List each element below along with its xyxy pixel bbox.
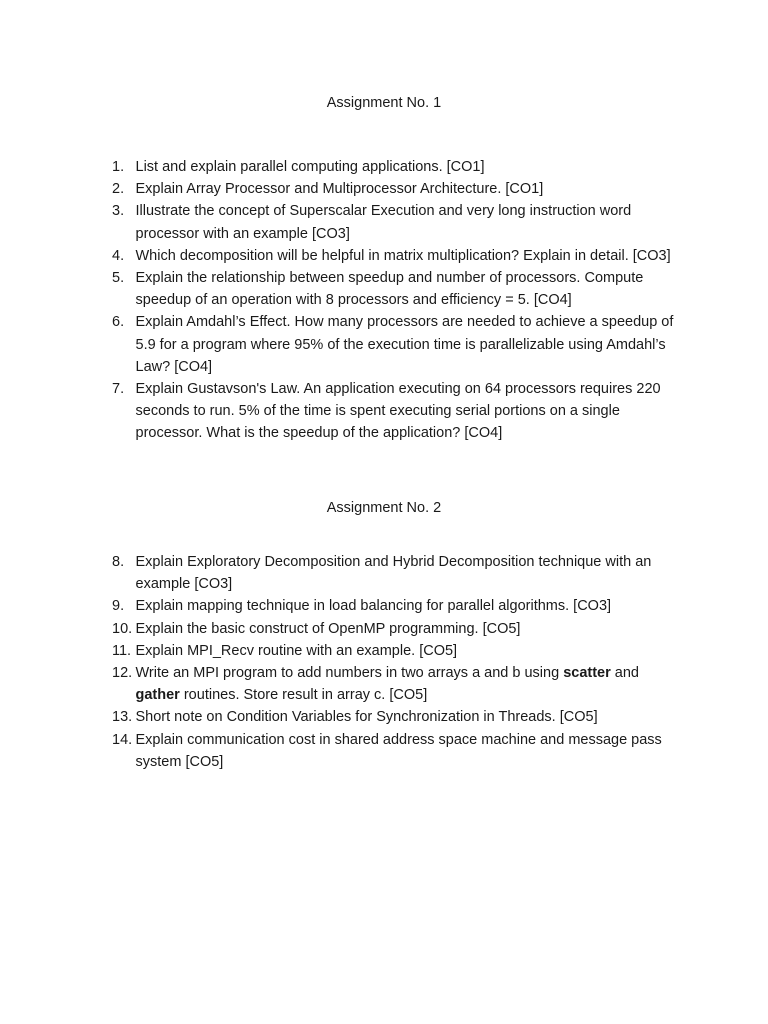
question-number: 14. bbox=[112, 731, 133, 748]
question-number: 10. bbox=[112, 620, 133, 637]
bold-term-gather: gather bbox=[135, 687, 180, 704]
question-item-10 bbox=[112, 618, 682, 640]
question-text: Which decomposition will be helpful in matrix multiplication? Explain in detail. [CO3] bbox=[135, 247, 671, 264]
question-number: 2. bbox=[112, 181, 125, 198]
question-item-4 bbox=[112, 245, 682, 267]
question-item-13 bbox=[112, 706, 682, 728]
assignment-1-question-list bbox=[112, 156, 682, 445]
question-number: 11. bbox=[112, 642, 132, 659]
question-item-5 bbox=[112, 267, 682, 311]
question-item-8 bbox=[112, 551, 682, 595]
question-item-6 bbox=[112, 311, 682, 378]
question-number: 1. bbox=[112, 159, 125, 175]
question-text-part: Write an MPI program to add numbers in two arrays a and b using bbox=[135, 665, 564, 682]
question-text: Explain the relationship between speedup and number of processors. Compute speedup of an operation with 8 processors and efficiency = 5. [CO4] bbox=[135, 270, 644, 309]
question-number: 12. bbox=[112, 665, 133, 682]
question-text: Explain Gustavson's Law. An application executing on 64 processors requires 220 seconds to run. 5% of the time is spent executing serial portions on a single processor. What is the speedup of the application? [CO4] bbox=[135, 381, 661, 442]
question-item-3 bbox=[112, 200, 682, 244]
question-text: Explain Exploratory Decomposition and Hybrid Decomposition technique with an example [CO3] bbox=[135, 554, 652, 593]
question-number: 8. bbox=[112, 554, 125, 570]
question-number: 9. bbox=[112, 598, 125, 615]
assignment-2-question-list bbox=[112, 551, 682, 773]
question-text: Explain Amdahl’s Effect. How many processors are needed to achieve a speedup of 5.9 for a program where 95% of the execution time is parallelizable using Amdahl’s Law? [CO4] bbox=[135, 314, 674, 375]
question-text: Explain MPI_Recv routine with an example. [CO5] bbox=[135, 642, 458, 659]
assignment-1-title: Assignment No. 1 bbox=[326, 95, 442, 111]
question-number: 3. bbox=[112, 203, 125, 220]
question-number: 6. bbox=[112, 314, 125, 331]
question-number: 4. bbox=[112, 247, 125, 264]
question-text: Explain Array Processor and Multiprocessor Architecture. [CO1] bbox=[135, 181, 544, 198]
assignment-2-title: Assignment No. 2 bbox=[326, 500, 442, 516]
question-text-part: routines. Store result in array c. [CO5] bbox=[179, 687, 428, 704]
question-text: Explain communication cost in shared address space machine and message pass system [CO5] bbox=[135, 731, 662, 770]
question-text: List and explain parallel computing applications. [CO1] bbox=[135, 159, 485, 175]
question-item-9 bbox=[112, 595, 682, 617]
question-text bbox=[136, 665, 639, 703]
question-number: 13. bbox=[112, 709, 133, 726]
question-item-12 bbox=[112, 662, 682, 706]
question-text: Short note on Condition Variables for Synchronization in Threads. [CO5] bbox=[135, 709, 598, 726]
question-number: 7. bbox=[112, 381, 125, 398]
question-item-1 bbox=[112, 156, 682, 178]
question-text-part: and bbox=[610, 665, 639, 682]
question-text: Explain the basic construct of OpenMP programming. [CO5] bbox=[135, 620, 521, 637]
bold-term-scatter: scatter bbox=[563, 665, 611, 682]
question-item-14 bbox=[112, 729, 682, 773]
question-number: 5. bbox=[112, 270, 125, 287]
question-item-11 bbox=[112, 640, 682, 662]
question-text: Explain mapping technique in load balancing for parallel algorithms. [CO3] bbox=[135, 598, 612, 615]
question-text: Illustrate the concept of Superscalar Execution and very long instruction word processor with an example [CO3] bbox=[135, 203, 632, 242]
question-item-2 bbox=[112, 178, 682, 200]
question-item-7 bbox=[112, 378, 682, 445]
